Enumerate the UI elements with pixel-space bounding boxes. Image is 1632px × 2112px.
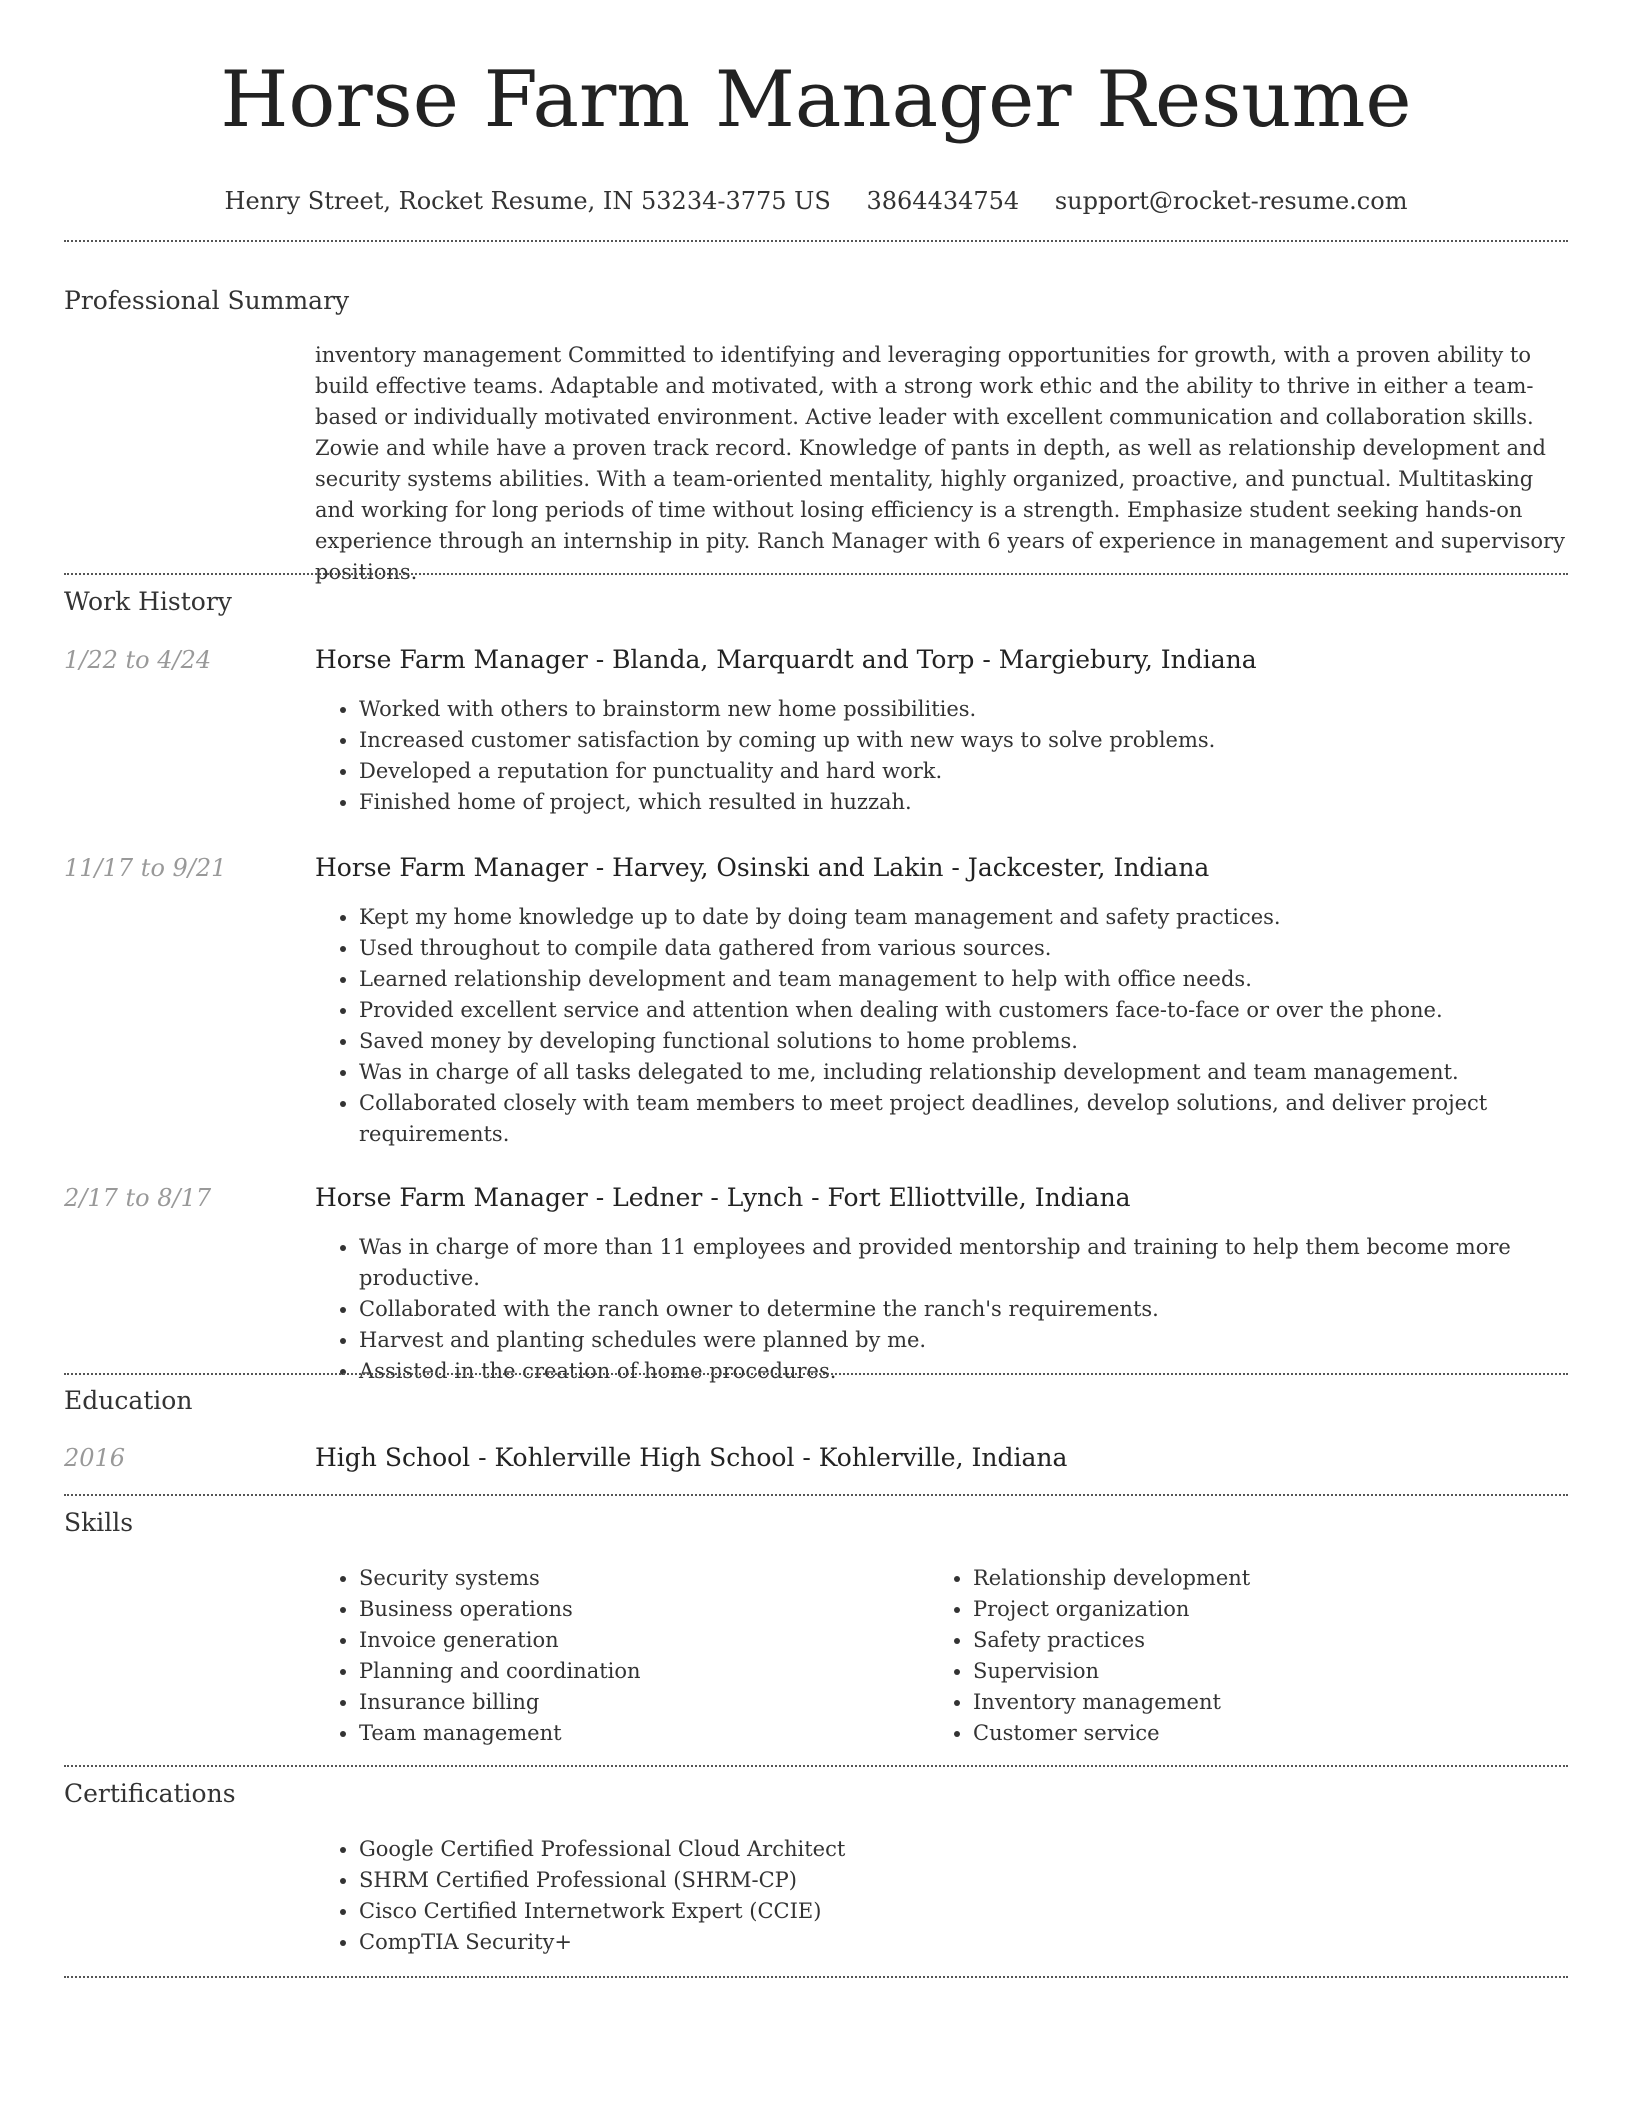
list-item: • Learned relationship development and team management to help with office needs. xyxy=(359,964,1609,995)
list-item: • Worked with others to brainstorm new home possibilities. xyxy=(359,694,1609,725)
job-dates: 1/22 to 4/24 xyxy=(64,646,212,674)
skills-list-right xyxy=(929,1563,1632,1749)
list-item: • CompTIA Security+ xyxy=(359,1927,1609,1958)
summary-text: inventory management Committed to identifying and leveraging opportunities for growth, with a proven ability to build effective teams. Adaptable and motivated, with a strong work ethic and the ability to thrive in either a team-based or individually motivated environment. Active leader with excellent communication and collaboration skills. Zowie and while have a proven track record. Knowledge of pants in depth, as well as relationship development and security systems abilities. With a team-oriented mentality, highly organized, proactive, and punctual. Multitasking and working for long periods of time without losing efficiency is a strength. Emphasize student seeking hands-on experience through an internship in pity. Ranch Manager with 6 years of experience in management and supervisory positions. xyxy=(315,343,1565,584)
list-item: • Relationship development xyxy=(973,1563,1632,1594)
list-item: • Planning and coordination xyxy=(359,1656,1609,1687)
list-item: • Was in charge of all tasks delegated to me, including relationship development and team management. xyxy=(359,1057,1609,1088)
list-item: • Collaborated closely with team members to meet project deadlines, develop solutions, and deliver project requirements. xyxy=(359,1088,1609,1150)
list-item: • Collaborated with the ranch owner to determine the ranch's requirements. xyxy=(359,1294,1609,1325)
contact-phone: 3864434754 xyxy=(866,187,1020,215)
list-item: • Invoice generation xyxy=(359,1625,1609,1656)
work-history-heading: Work History xyxy=(64,587,232,616)
list-item: • Assisted in the creation of home procedures. xyxy=(359,1356,1609,1387)
certifications-heading: Certifications xyxy=(64,1779,236,1808)
divider xyxy=(64,240,1568,242)
skills-heading: Skills xyxy=(64,1508,134,1537)
list-item: • Kept my home knowledge up to date by doing team management and safety practices. xyxy=(359,902,1609,933)
job-title: Horse Farm Manager - Harvey, Osinski and Lakin - Jackcester, Indiana xyxy=(315,853,1210,882)
list-item: • Google Certified Professional Cloud Architect xyxy=(359,1834,1609,1865)
divider xyxy=(64,1976,1568,1978)
list-item: • Project organization xyxy=(973,1594,1632,1625)
education-year: 2016 xyxy=(64,1444,126,1472)
list-item: • Harvest and planting schedules were planned by me. xyxy=(359,1325,1609,1356)
list-item: • Increased customer satisfaction by coming up with new ways to solve problems. xyxy=(359,725,1609,756)
certifications-list xyxy=(315,1834,1609,1958)
education-entry: High School - Kohlerville High School - Kohlerville, Indiana xyxy=(315,1443,1068,1472)
education-heading: Education xyxy=(64,1386,193,1415)
list-item: • SHRM Certified Professional (SHRM-CP) xyxy=(359,1865,1609,1896)
contact-address: Henry Street, Rocket Resume, IN 53234-3775 US xyxy=(224,187,831,215)
list-item: • Safety practices xyxy=(973,1625,1632,1656)
job-bullets xyxy=(315,902,1609,1150)
list-item: • Cisco Certified Internetwork Expert (CCIE) xyxy=(359,1896,1609,1927)
job-bullets xyxy=(315,694,1609,818)
resume-title: Horse Farm Manager Resume xyxy=(220,55,1412,145)
list-item: • Developed a reputation for punctuality and hard work. xyxy=(359,756,1609,787)
list-item: • Customer service xyxy=(973,1718,1632,1749)
contact-email: support@rocket-resume.com xyxy=(1054,187,1408,215)
divider xyxy=(64,1494,1568,1496)
job-title: Horse Farm Manager - Ledner - Lynch - Fort Elliottville, Indiana xyxy=(315,1183,1131,1212)
contact-line xyxy=(0,186,1632,216)
job-bullets xyxy=(315,1232,1609,1387)
list-item: • Insurance billing xyxy=(359,1687,1609,1718)
divider xyxy=(64,1373,1568,1375)
list-item: • Finished home of project, which resulted in huzzah. xyxy=(359,787,1609,818)
job-dates: 2/17 to 8/17 xyxy=(64,1184,212,1212)
list-item: • Was in charge of more than 11 employees and provided mentorship and training to help them become more productive. xyxy=(359,1232,1609,1294)
job-title: Horse Farm Manager - Blanda, Marquardt and Torp - Margiebury, Indiana xyxy=(315,645,1257,674)
summary-heading: Professional Summary xyxy=(64,286,350,315)
job-dates: 11/17 to 9/21 xyxy=(64,854,227,882)
list-item: • Inventory management xyxy=(973,1687,1632,1718)
list-item: • Security systems xyxy=(359,1563,1609,1594)
list-item: • Used throughout to compile data gathered from various sources. xyxy=(359,933,1609,964)
list-item: • Business operations xyxy=(359,1594,1609,1625)
divider xyxy=(64,573,1568,575)
list-item: • Team management xyxy=(359,1718,1609,1749)
list-item: • Supervision xyxy=(973,1656,1632,1687)
list-item: • Provided excellent service and attention when dealing with customers face-to-face or over the phone. xyxy=(359,995,1609,1026)
divider xyxy=(64,1765,1568,1767)
list-item: • Saved money by developing functional solutions to home problems. xyxy=(359,1026,1609,1057)
